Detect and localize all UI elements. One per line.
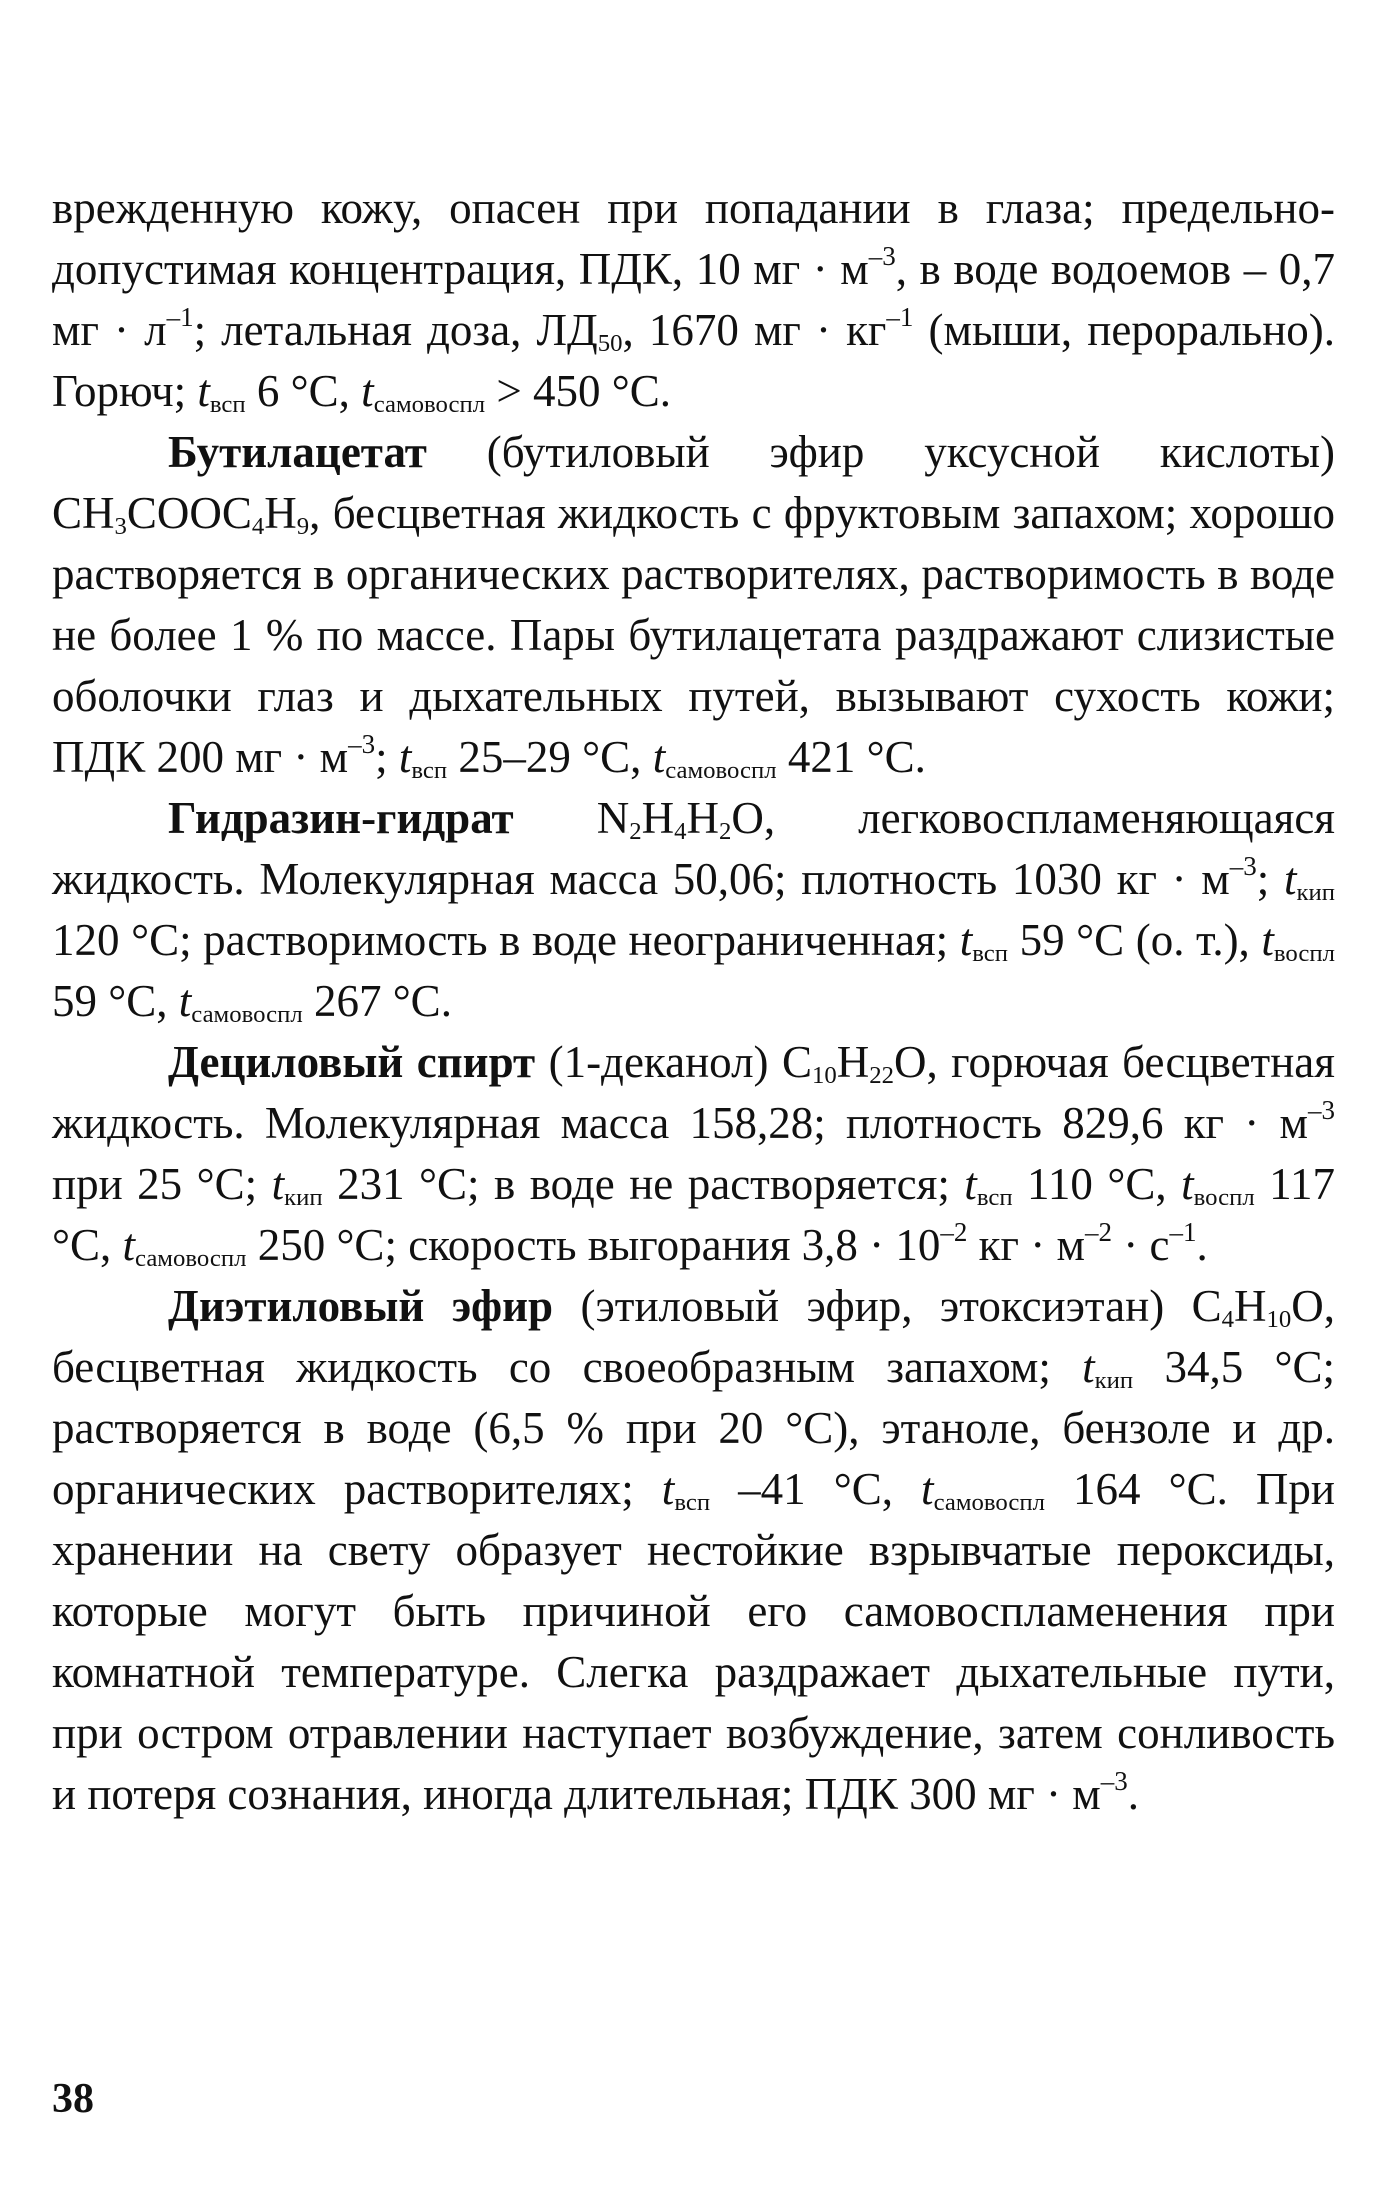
compound-name: Бутилацетат (168, 427, 427, 477)
subscript: кип (284, 1184, 323, 1212)
text-run: ; летальная доза, ЛД (193, 305, 598, 355)
temperature-symbol: t (197, 366, 210, 416)
text-run: . (1196, 1220, 1208, 1270)
text-run: ; (1256, 854, 1284, 904)
text-run: , 1670 мг · кг (622, 305, 887, 355)
text-run: 34,5 °С; растворяется в воде (6,5 % при 20 °С), этаноле, бензоле и др. органических растворителях; (52, 1342, 1335, 1514)
superscript: –2 (940, 1217, 968, 1248)
text-run: кг · м (967, 1220, 1085, 1270)
text-run: –41 °С, (710, 1464, 922, 1514)
text-run: O, горючая бесцветная жидкость. Молекулярная масса 158,28; плотность 829,6 кг · м (52, 1037, 1335, 1148)
text-run: COOC (126, 488, 252, 538)
subscript: кип (1094, 1367, 1134, 1395)
text-run: H (686, 793, 719, 843)
subscript: 2 (629, 818, 642, 846)
subscript: всп (972, 940, 1008, 968)
compound-name: Дециловый спирт (168, 1037, 536, 1087)
superscript: –3 (1308, 1095, 1335, 1126)
superscript: –1 (166, 302, 194, 333)
paragraph-hydrazine-hydrate (52, 788, 1335, 1032)
superscript: –3 (1100, 1766, 1128, 1797)
subscript: всп (411, 757, 448, 785)
subscript: 9 (296, 513, 310, 541)
text-run: 117 °С, (52, 1159, 1335, 1270)
subscript: 50 (597, 330, 623, 358)
text-run: 120 °С; растворимость в воде неограниченная; (52, 915, 960, 965)
temperature-symbol: t (959, 915, 973, 965)
subscript: всп (209, 391, 246, 419)
text-run: при 25 °С; (52, 1159, 272, 1209)
text-run: (бутиловый эфир уксусной кислоты) CH (52, 427, 1335, 538)
text-run: , бесцветная жидкость с фруктовым запахом; хорошо растворяется в органических растворителях, растворимость в воде не более 1 % по массе. Пары бутилацетата раздражают слизистые оболочки глаз и дыхательных путей, вызывают сухость кожи; ПДК 200 мг · м (52, 488, 1335, 782)
superscript: –1 (1169, 1217, 1197, 1248)
subscript: кип (1296, 879, 1335, 907)
subscript: воспл (1193, 1184, 1255, 1212)
text-run: 59 °С, (52, 976, 179, 1026)
subscript: 4 (674, 818, 687, 846)
superscript: –3 (1229, 851, 1257, 882)
temperature-symbol: t (921, 1464, 934, 1514)
compound-name: Диэтиловый эфир (168, 1281, 554, 1331)
temperature-symbol: t (1283, 854, 1297, 904)
text-run: H (1234, 1281, 1267, 1331)
text-run: , в воде водоемов – 0,7 мг · л (52, 244, 1336, 355)
text-run: N (513, 793, 630, 843)
temperature-symbol: t (1181, 1159, 1194, 1209)
temperature-symbol: t (361, 366, 374, 416)
text-run: H (836, 1037, 870, 1087)
text-run: H (641, 793, 675, 843)
subscript: воспл (1273, 940, 1335, 968)
text-run: . (1127, 1769, 1139, 1819)
temperature-symbol: t (964, 1159, 977, 1209)
subscript: самовоспл (373, 391, 486, 419)
text-run: 231 °С; в воде не растворяется; (322, 1159, 965, 1209)
subscript: всп (976, 1184, 1013, 1212)
text-run: ; (375, 732, 399, 782)
text-run: (1-деканол) C (535, 1037, 812, 1087)
text-run: (этиловый эфир, этоксиэтан) C (553, 1281, 1222, 1331)
superscript: –3 (868, 241, 896, 272)
subscript: 4 (1221, 1306, 1234, 1334)
text-run: врежденную кожу, опасен при попадании в глаза; предельно-допустимая концентрация, ПДК, 10 мг · м (52, 183, 1335, 294)
paragraph-diethyl-ether (52, 1276, 1335, 1825)
subscript: самовоспл (933, 1489, 1045, 1517)
subscript: всп (674, 1489, 711, 1517)
page-body (52, 178, 1335, 1825)
subscript: самовоспл (191, 1001, 303, 1029)
temperature-symbol: t (178, 976, 192, 1026)
compound-name: Гидразин-гидрат (168, 793, 514, 843)
text-run: 250 °С; скорость выгорания 3,8 · 10 (246, 1220, 941, 1270)
temperature-symbol: t (1261, 915, 1274, 965)
temperature-symbol: t (661, 1464, 675, 1514)
text-run: 59 °С (о. т.), (1008, 915, 1262, 965)
subscript: 3 (114, 513, 127, 541)
temperature-symbol: t (122, 1220, 136, 1270)
paragraph-butyl-acetate (52, 422, 1335, 788)
page-number: 38 (52, 2076, 94, 2122)
subscript: самовоспл (665, 757, 777, 785)
temperature-symbol: t (398, 732, 412, 782)
text-run: 421 °С. (776, 732, 926, 782)
text-run: 267 °С. (302, 976, 452, 1026)
superscript: –3 (348, 729, 376, 760)
subscript: 22 (869, 1062, 894, 1090)
paragraph-decyl-alcohol (52, 1032, 1335, 1276)
text-run: H (264, 488, 297, 538)
temperature-symbol: t (271, 1159, 285, 1209)
text-run: 110 °С, (1012, 1159, 1182, 1209)
temperature-symbol: t (652, 732, 666, 782)
subscript: 10 (1266, 1306, 1292, 1334)
text-run: O, легковоспламеняющаяся жидкость. Молекулярная масса 50,06; плотность 1030 кг · м (52, 793, 1335, 904)
text-run: 25–29 °С, (447, 732, 653, 782)
text-run: 164 °С. При хранении на свету образует нестойкие взрывчатые пероксиды, которые могут быть причиной его самовоспламенения при комнатной температуре. Слегка раздражает дыхательные пути, при остром отравлении наступает возбуждение, затем сонливость и потеря сознания, иногда длительная; ПДК 300 мг · м (52, 1464, 1335, 1819)
text-run: · с (1111, 1220, 1170, 1270)
paragraph-continuation (52, 178, 1335, 422)
subscript: самовоспл (135, 1245, 247, 1273)
subscript: 10 (811, 1062, 837, 1090)
text-run: > 450 °С. (485, 366, 671, 416)
subscript: 2 (718, 818, 732, 846)
temperature-symbol: t (1082, 1342, 1095, 1392)
superscript: –2 (1084, 1217, 1112, 1248)
text-run: (мыши, перорально). Горюч; (52, 305, 1336, 416)
subscript: 4 (251, 513, 265, 541)
text-run: 6 °С, (245, 366, 362, 416)
superscript: –1 (886, 302, 914, 333)
text-run: O, бесцветная жидкость со своеобразным запахом; (52, 1281, 1335, 1392)
